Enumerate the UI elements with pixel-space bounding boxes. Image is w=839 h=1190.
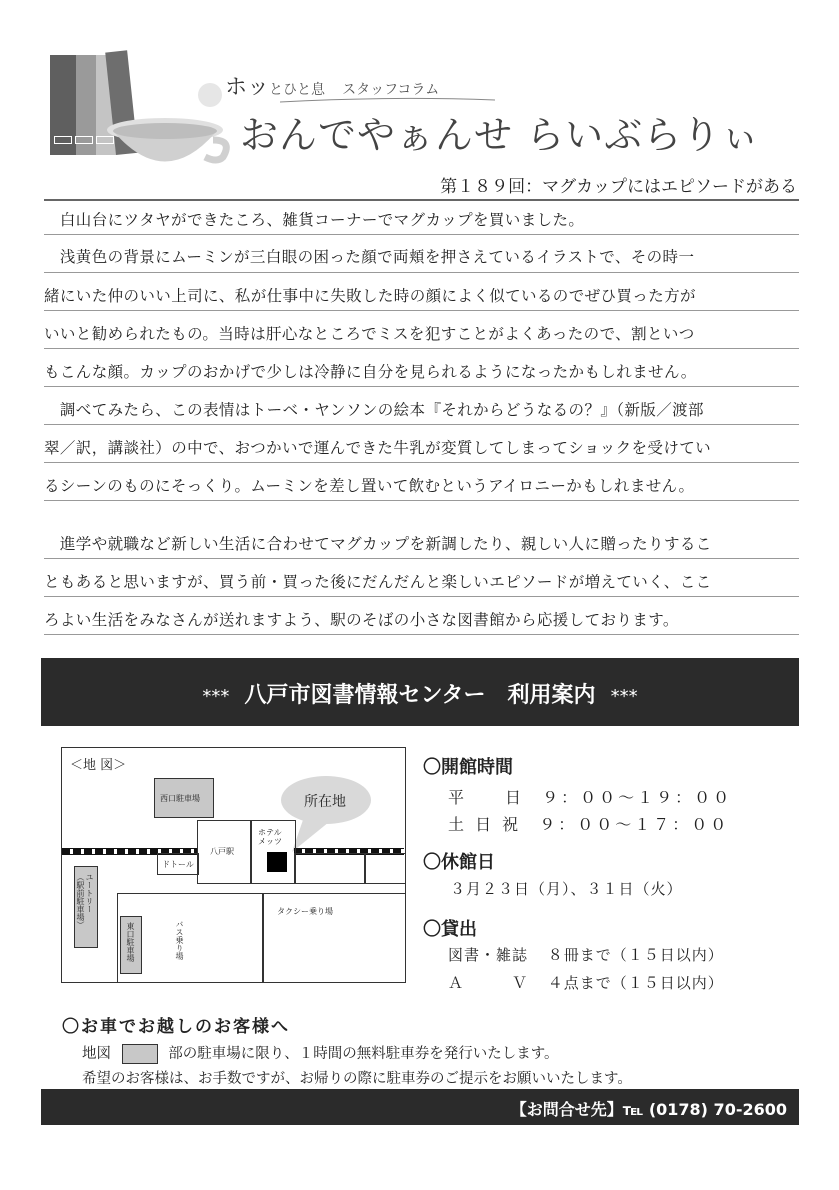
rule [44, 424, 799, 425]
books-label: 図書・雑誌 [448, 946, 529, 964]
banner-stars-left: *** [202, 686, 230, 707]
rule [44, 596, 799, 597]
weekday-row [448, 785, 732, 808]
weekend-row [448, 812, 729, 835]
guide-banner [41, 658, 799, 726]
article-line-6: 調べてみたら、この表情はトーベ・ヤンソンの絵本『それからどうなるの？』（新版／渡部 [44, 401, 704, 419]
west-parking-label: 西口駐車場 [160, 794, 200, 803]
utrie-label: ユートリー （駅前駐車場） [76, 873, 94, 929]
doutor-label: ドトール [162, 860, 194, 869]
rule [44, 500, 799, 501]
car-line-1-a: 地図 [82, 1046, 111, 1062]
access-map [61, 747, 406, 983]
av-row [448, 972, 724, 993]
car-line-1 [82, 1042, 559, 1064]
location-bubble-label: 所在地 [304, 794, 346, 810]
weekday-label: 平 日 [448, 788, 525, 807]
far-right-building-box [364, 853, 406, 884]
map-label: ＜地 図＞ [70, 758, 127, 773]
rule [44, 386, 799, 387]
right-building-box [294, 853, 366, 884]
rule [44, 234, 799, 235]
kicker-hot: ホッ [225, 75, 270, 100]
banner-title: 八戸市図書情報センター 利用案内 [244, 683, 596, 708]
station-label: 八戸駅 [210, 847, 234, 856]
library-location-marker [267, 852, 287, 872]
rule [44, 634, 799, 635]
rule [44, 272, 799, 273]
rule [44, 348, 799, 349]
column-title: おんでやぁんせ らいぶらりぃ [240, 113, 761, 157]
rule [44, 310, 799, 311]
article-line-4: いいと勧められたもの。当時は肝心なところでミスを犯すことがよくあったので、割といつ [44, 325, 695, 343]
article-line-9: 進学や就職など新しい生活に合わせてマグカップを新調したり、親しい人に贈ったりするこ [44, 535, 712, 553]
kicker-rest: とひと息 [269, 82, 326, 98]
books-row [448, 944, 724, 965]
rule [44, 558, 799, 559]
article-line-7: 翠／訳，講談社）の中で、おつかいで運んできた牛乳が変質してしまってショックを受けてい [44, 439, 712, 457]
av-limit: ４点まで（１５日以内） [547, 974, 724, 992]
books-limit: ８冊まで（１５日以内） [547, 946, 724, 964]
car-line-1-b: 部の駐車場に限り、１時間の無料駐車券を発行いたします。 [168, 1046, 559, 1062]
article-line-10: ともあると思いますが、買う前・買った後にだんだんと楽しいエピソードが増えていく、ここ [44, 573, 712, 591]
contact-bar [41, 1089, 799, 1125]
bubble-icon [195, 80, 225, 110]
article-line-2: 浅黄色の背景にムーミンが三白眼の困った顔で両頬を押さえているイラストで、その時一 [44, 248, 695, 266]
weekend-label: 土 日 祝 [448, 815, 522, 834]
kicker-column: スタッフコラム [342, 82, 440, 98]
hours-heading: 〇開館時間 [423, 757, 513, 778]
bus-stop-label: バス乗り場 [175, 920, 184, 960]
hotel-label: ホテル メッツ [258, 828, 282, 846]
closed-days: ３月２３日（月）、３１日（火） [450, 880, 683, 898]
east-parking-label: 東口駐車場 [126, 922, 135, 962]
subtitle-rule [44, 199, 799, 201]
av-label: Ａ Ｖ [448, 974, 529, 992]
contact-text: 【お問合せ先】℡ (0178) 70-2600 [510, 1100, 787, 1119]
article-line-11: ろよい生活をみなさんが送れますよう、駅のそばの小さな図書館から応援しております。 [44, 611, 679, 629]
article-line-8: るシーンのものにそっくり。ムーミンを差し置いて飲むというアイロニーかもしれません。 [44, 477, 695, 495]
closed-heading: 〇休館日 [423, 852, 495, 873]
car-line-2: 希望のお客様は、お手数ですが、お帰りの際に駐車券のご提示をお願いいたします。 [82, 1071, 632, 1087]
column-subtitle: 第１８９回：マグカップにはエピソードがある [440, 177, 797, 197]
banner-stars-right: *** [610, 686, 638, 707]
taxi-stop-label: タクシー乗り場 [277, 907, 333, 916]
article-line-3: 緒にいた仲のいい上司に、私が仕事中に失敗した時の顔によく似ているのでぜひ買った方が [44, 287, 696, 305]
parking-legend-swatch [122, 1044, 158, 1064]
rule [44, 462, 799, 463]
weekday-hours: ９：００～１９：００ [542, 788, 733, 807]
article-line-1: 白山台にツタヤができたころ、雑貨コーナーでマグカップを買いました。 [44, 211, 585, 229]
article-line-5: もこんな顔。カップのおかげで少しは冷静に自分を見られるようになったかもしれません。 [44, 363, 697, 381]
car-heading: 〇お車でお越しのお客様へ [62, 1017, 290, 1037]
weekend-hours: ９：００～１７：００ [539, 815, 730, 834]
lending-heading: 〇貸出 [423, 919, 477, 940]
